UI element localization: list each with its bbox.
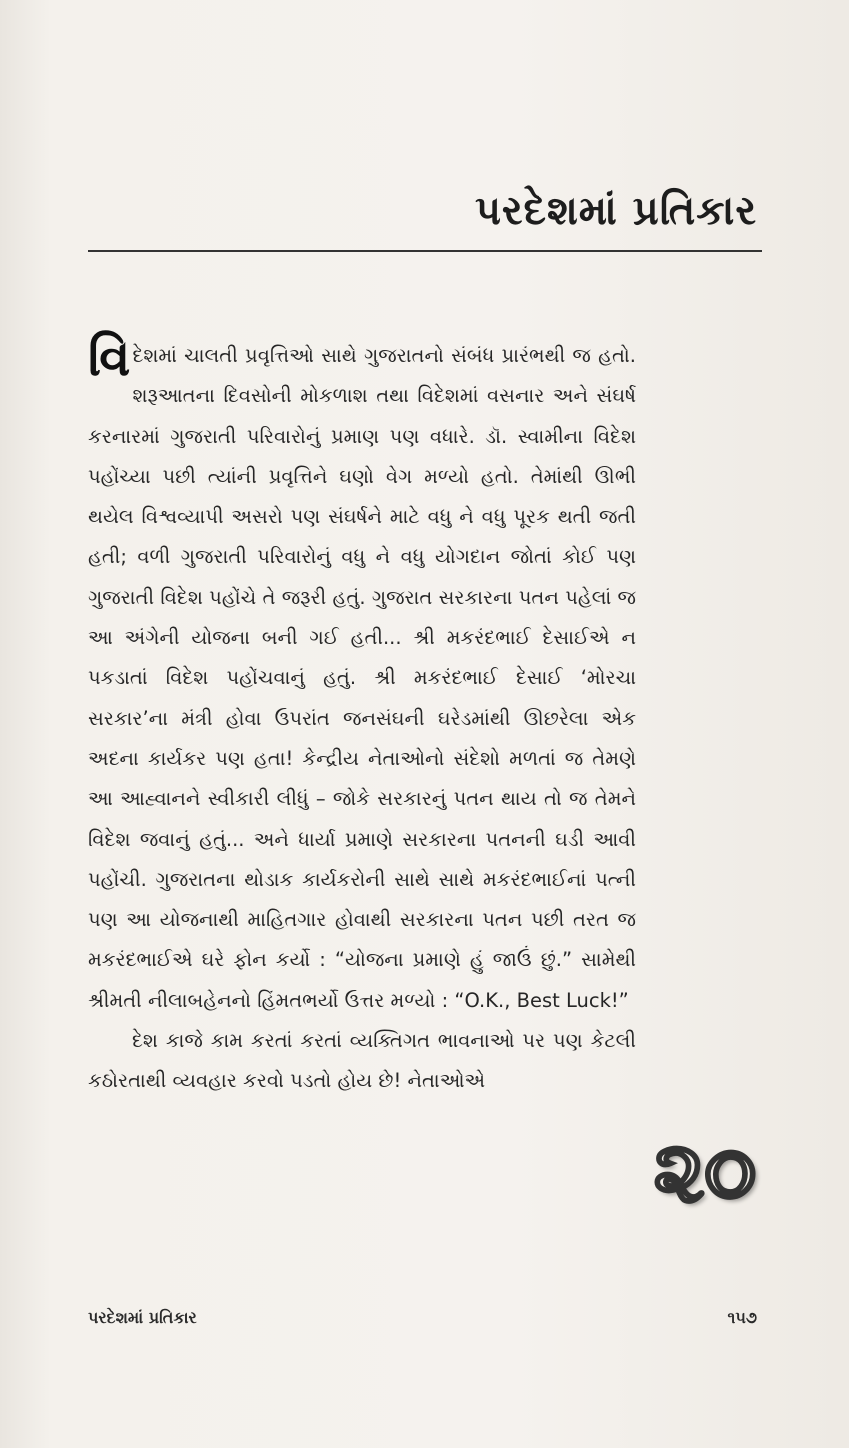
chapter-body [88, 329, 636, 1102]
paragraph-2: દેશ કાજે કામ કરતાં કરતાં વ્યક્તિગત ભાવનાઓ પર પણ કેટલી કઠોરતાથી વ્યવહાર કરવો પડતો હોય છે! નેતાઓએ [88, 1029, 636, 1093]
page-number: ૧૫૭ [727, 1308, 757, 1327]
chapter-number: ૨૦ [653, 1122, 757, 1222]
running-footer-title: પરદેશમાં પ્રતિકાર [88, 1308, 197, 1327]
chapter-title: પરદેશમાં પ્રતિકાર [474, 188, 757, 234]
drop-cap: વિ [88, 329, 131, 387]
paragraph-1 [88, 329, 636, 1021]
title-underline [88, 250, 762, 252]
paragraph-1-text: દેશમાં ચાલતી પ્રવૃત્તિઓ સાથે ગુજરાતનો સંબંધ પ્રારંભથી જ હતો. શરૂઆતના દિવસોની મોકળાશ તથા વિદેશમાં વસનાર અને સંઘર્ષ કરનારમાં ગુજરાતી પરિવારોનું પ્રમાણ પણ વધારે. ડૉ. સ્વામીના વિદેશ પહોંચ્યા પછી ત્યાંની પ્રવૃત્તિને ઘણો વેગ મળ્યો હતો. તેમાંથી ઊભી થયેલ વિશ્વવ્યાપી અસરો પણ સંઘર્ષને માટે વધુ ને વધુ પૂરક થતી જતી હતી; વળી ગુજરાતી પરિવારોનું વધુ ને વધુ યોગદાન જોતાં કોઈ પણ ગુજરાતી વિદેશ પહોંચે તે જરૂરી હતું. ગુજરાત સરકારના પતન પહેલાં જ આ અંગેની યોજના બની ગઈ હતી... શ્રી મકરંદભાઈ દેસાઈએ ન પકડાતાં વિદેશ પહોંચવાનું હતું. શ્રી મકરંદભાઈ દેસાઈ ‘મોરચા સરકાર’ના મંત્રી હોવા ઉપરાંત જનસંઘની ઘરેડમાંથી ઊછરેલા એક અદના કાર્યકર પણ હતા! કેન્દ્રીય નેતાઓનો સંદેશો મળતાં જ તેમણે આ આહ્વાનને સ્વીકારી લીધું – જોકે સરકારનું પતન થાય તો જ તેમને વિદેશ જવાનું હતું... અને ધાર્યા પ્રમાણે સરકારના પતનની ઘડી આવી પહોંચી. ગુજરાતના થોડાક કાર્યકરોની સાથે સાથે મકરંદભાઈનાં પત્ની પણ આ યોજનાથી માહિતગાર હોવાથી સરકારના પતન પછી તરત જ મકરંદભાઈએ ઘરે ફોન કર્યો : “યોજના પ્રમાણે હું જાઉં છું.” સામેથી શ્રીમતી નીલાબહેનનો હિંમતભર્યો ઉત્તર મળ્યો : “O.K., Best Luck!” [88, 344, 636, 1012]
